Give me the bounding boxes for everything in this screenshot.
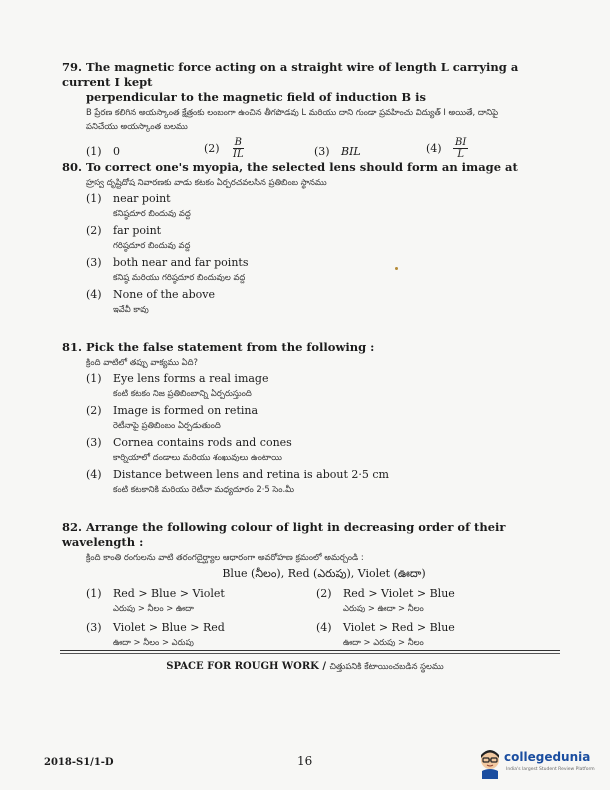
mascot-icon bbox=[478, 749, 502, 779]
logo-tagline: India's largest Student Review Platform bbox=[506, 767, 595, 772]
fraction: $\frac{BI}{L}$ bbox=[455, 137, 467, 160]
question-text-line1: The magnetic force acting on a straight wire of length L carrying a current I kept bbox=[62, 60, 519, 89]
option-4[interactable]: (4) $\frac{BI}{L}$ bbox=[426, 137, 467, 160]
question-telugu-line1: హ్రస్వ దృష్టిదోష నివారణకు వాడు కటకం ఏర్పరచవలసిన ప్రతిబింబ స్థానము bbox=[86, 177, 327, 187]
fraction: $\frac{B}{IL}$ bbox=[233, 137, 244, 160]
option-1[interactable]: (1) 0 bbox=[86, 145, 120, 158]
question-telugu-line2: పనిచేయు అయస్కాంత బలము bbox=[86, 121, 188, 131]
option-2[interactable]: (2) $\frac{B}{IL}$ bbox=[204, 137, 244, 160]
paper-code: 2018-S1/1-D bbox=[44, 757, 114, 768]
colour-list: Blue (నీలం), Red (ఎరుపు), Violet (ఊదా) bbox=[222, 567, 426, 580]
option-1[interactable]: (1) Eye lens forms a real image కంటి కటకం నిజ ప్రతిబింబాన్ని ఏర్పరుస్తుంది bbox=[86, 372, 269, 398]
page-number: 16 bbox=[297, 754, 313, 768]
question-number: 80. bbox=[62, 160, 83, 174]
collegedunia-logo[interactable] bbox=[478, 747, 608, 781]
logo-wordmark: collegedunia bbox=[504, 750, 591, 764]
divider-line bbox=[60, 650, 560, 651]
question-text-line1: To correct one's myopia, the selected lens should form an image at bbox=[86, 160, 518, 174]
question-telugu-line1: క్రింది కాంతి రంగులను వాటి తరంగదైర్ఘ్యాల ఆధారంగా అవరోహణ క్రమంలో అమర్చండి : bbox=[86, 552, 364, 562]
question-80 bbox=[62, 160, 562, 316]
question-text-line1: Pick the false statement from the following : bbox=[86, 340, 375, 354]
option-2[interactable]: (2) Red > Violet > Blue ఎరుపు > ఊదా > నీలం bbox=[316, 587, 455, 613]
question-telugu-line1: B ప్రేరణ కలిగిన అయస్కాంత క్షేత్రంకు లంబంగా ఉంచిన తీగపొడవు L మరియు దాని గుండా ప్రవహించు విద్యుత్ I అయితే, దానిపై bbox=[86, 107, 499, 117]
option-2[interactable]: (2) Image is formed on retina రెటీనాపై ప్రతిబింబం ఏర్పడుతుంది bbox=[86, 404, 259, 430]
option-4[interactable]: (4) Distance between lens and retina is about 2·5 cm కంటి కటకానికి మరియు రెటీనా మధ్యదూరం 2·5 సెం.మీ bbox=[86, 468, 389, 494]
question-79 bbox=[62, 60, 562, 167]
divider-line-thin bbox=[60, 653, 560, 654]
question-telugu-line1: క్రింది వాటిలో తప్పు వాక్యము ఏది? bbox=[86, 357, 198, 367]
option-1[interactable]: (1) near point కనిష్ఠదూర బిందువు వద్ద bbox=[86, 192, 191, 218]
option-2[interactable]: (2) far point గరిష్ఠదూర బిందువు వద్ద bbox=[86, 224, 191, 250]
question-text-line1: Arrange the following colour of light in decreasing order of their wavelength : bbox=[62, 520, 506, 549]
ink-speck bbox=[395, 267, 398, 270]
option-4[interactable]: (4) Violet > Red > Blue ఊదా > ఎరుపు > నీలం bbox=[316, 621, 455, 647]
question-number: 81. bbox=[62, 340, 83, 354]
option-3[interactable]: (3) Violet > Blue > Red ఊదా > నీలం > ఎరుపు bbox=[86, 621, 225, 647]
question-82 bbox=[62, 520, 562, 659]
option-1[interactable]: (1) Red > Blue > Violet ఎరుపు > నీలం > ఊదా bbox=[86, 587, 225, 613]
rough-work-label: SPACE FOR ROUGH WORK / చిత్తుపనికి కేటాయించబడిన స్థలము bbox=[166, 661, 444, 672]
question-number: 82. bbox=[62, 520, 83, 534]
question-text-line2: perpendicular to the magnetic field of induction B is bbox=[86, 90, 426, 104]
question-number: 79. bbox=[62, 60, 83, 74]
option-3[interactable]: (3) both near and far points కనిష్ఠ మరియు గరిష్ఠదూర బిందువుల వద్ద bbox=[86, 256, 249, 282]
question-81 bbox=[62, 340, 562, 496]
option-3[interactable]: (3) Cornea contains rods and cones కార్నియాలో దండాలు మరియు శంఖువులు ఉంటాయి bbox=[86, 436, 292, 462]
option-3[interactable]: (3) BIL bbox=[314, 145, 361, 158]
option-4[interactable]: (4) None of the above ఇవేవీ కావు bbox=[86, 288, 215, 314]
